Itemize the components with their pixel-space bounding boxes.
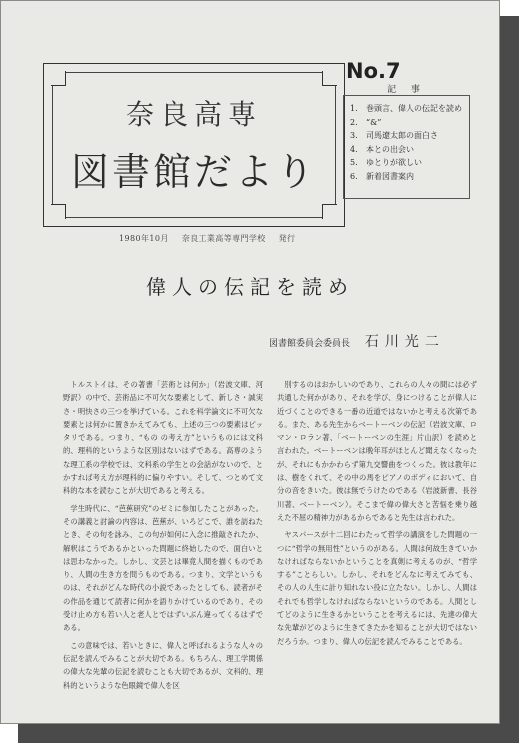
publication-date: 1980年10月 — [119, 234, 169, 243]
toc-list — [344, 102, 469, 183]
toc-item: 4. 本との出会い — [350, 144, 414, 154]
table-of-contents — [343, 85, 470, 199]
author-name: 石川光二 — [364, 334, 445, 350]
toc-item: 3. 司馬遼太郎の面白さ — [350, 131, 438, 140]
article-title: 偉人の伝記を読め — [146, 275, 354, 299]
school-name: 奈良高専 — [125, 98, 262, 131]
paragraph: 学生時代に、“芭蕉研究”のゼミに参加したことがあった。その講義と討論の内容は、芭蕉が、いろどこで、誰を訪ねたとき、その句を詠み、この句が如何に入念に推敲されたか、解釈はこうであるかといった問題に終始したので、面白いとは思わなかった。しかし、文芸とは畢竟人間を描くものであり、人間の生き方を問うものである。つまり、文学というものは、それがどんな時代の小説であったとしても、読者がその作品を通じて読者に何かを語りかけているのであり、その受け止め方も若い人と老人とではずいぶん違ってくるはずである。 — [63, 503, 263, 633]
toc-item: 6. 新着図書案内 — [350, 171, 414, 181]
newsletter-title: 図書館だより — [70, 150, 317, 194]
paragraph: トルストイは、その著書「芸術とは何か」（岩波文庫、河野訳）の中で、芸術品に不可欠な要素として、新しさ・誠実さ・明快さの三つを挙げている。これを科学論文に不可欠な要素とは何かに置きかえてみても、上述の三つの要素はピッタリである。つまり、“もの の考え方”というものには文科的、理科的というような区別はないはずである。高専のような理工系の学校では、文科系の学生との会話がないので、とかすれば考え方が理科的に偏りやすい。そして、つとめて文科的な本を読むことが大切であると考える。 — [63, 380, 263, 496]
paragraph: この意味では、若いときに、偉人と呼ばれるような人々の伝記を読んでみることが大切である。もちろん、理工学関係の偉大な先輩の伝記を読むことも大切であるが、文科的、理科的というような色眼鏡で偉人を区 — [63, 640, 263, 690]
toc-item: 5. ゆとりが欲しい — [350, 158, 422, 167]
masthead-frame — [43, 63, 345, 227]
author-role: 図書館委員会委員長 — [269, 339, 351, 349]
publication-dateline — [119, 233, 305, 244]
paragraph: ヤスパースが十二回にわたって哲学の講演をした問題の一つに“哲学の無用性”というのがある。人間は何故生きていかなければならないかということを真剣に考えるのが、“哲学する”ことらしい。しかし、それをどんなに考えてみても、その人の人生に計り知れない役に立たない。しかし、人間はそれでも哲学しなければならないというのである。人間としてどのように生きるかということを考えるには、先達の偉大な先輩がどのように生きてきたかを知ることが大切ではないだろうか。つまり、偉人の伝記を読んでみることである。 — [277, 530, 477, 646]
issued-label: 発行 — [278, 234, 296, 243]
issue-number: No.7 — [346, 59, 401, 83]
publisher: 奈良工業高等専門学校 — [181, 234, 266, 243]
toc-item: 1. 巻頭言、偉人の伝記を読め — [350, 104, 462, 113]
article-column-right — [277, 378, 477, 652]
article-column-left — [63, 378, 263, 696]
paragraph: 別するのはおかしいのであり、これらの人々の間には必ず共通した何かがあり、それを学び、身につけることが偉人に近づくことのできる一番の近道ではないかと考える次第である。また、ある先生からベートーベンの伝記（岩波文庫、ロマン・ロラン著、「ベートーベンの生涯」片山訳）を読めと言われた。ベートーベンは晩年耳がほとんど聞えなくなったが、それにもかかわらず第九交響曲をつくった。彼は教年には、樹をくれて、その中の馬をピアノのボディにおいて、自分の音をきいた。彼は無でうけたのである（岩波新書、長谷川著、ベートーベン）。そこまで偉の偉大さと苦悩を乗り越えた不屈の精神力があるからであると先生は言われた。 — [277, 380, 477, 522]
author-line — [269, 331, 445, 351]
toc-item: 2. “&” — [350, 117, 382, 127]
toc-heading: 記 事 — [387, 85, 426, 95]
